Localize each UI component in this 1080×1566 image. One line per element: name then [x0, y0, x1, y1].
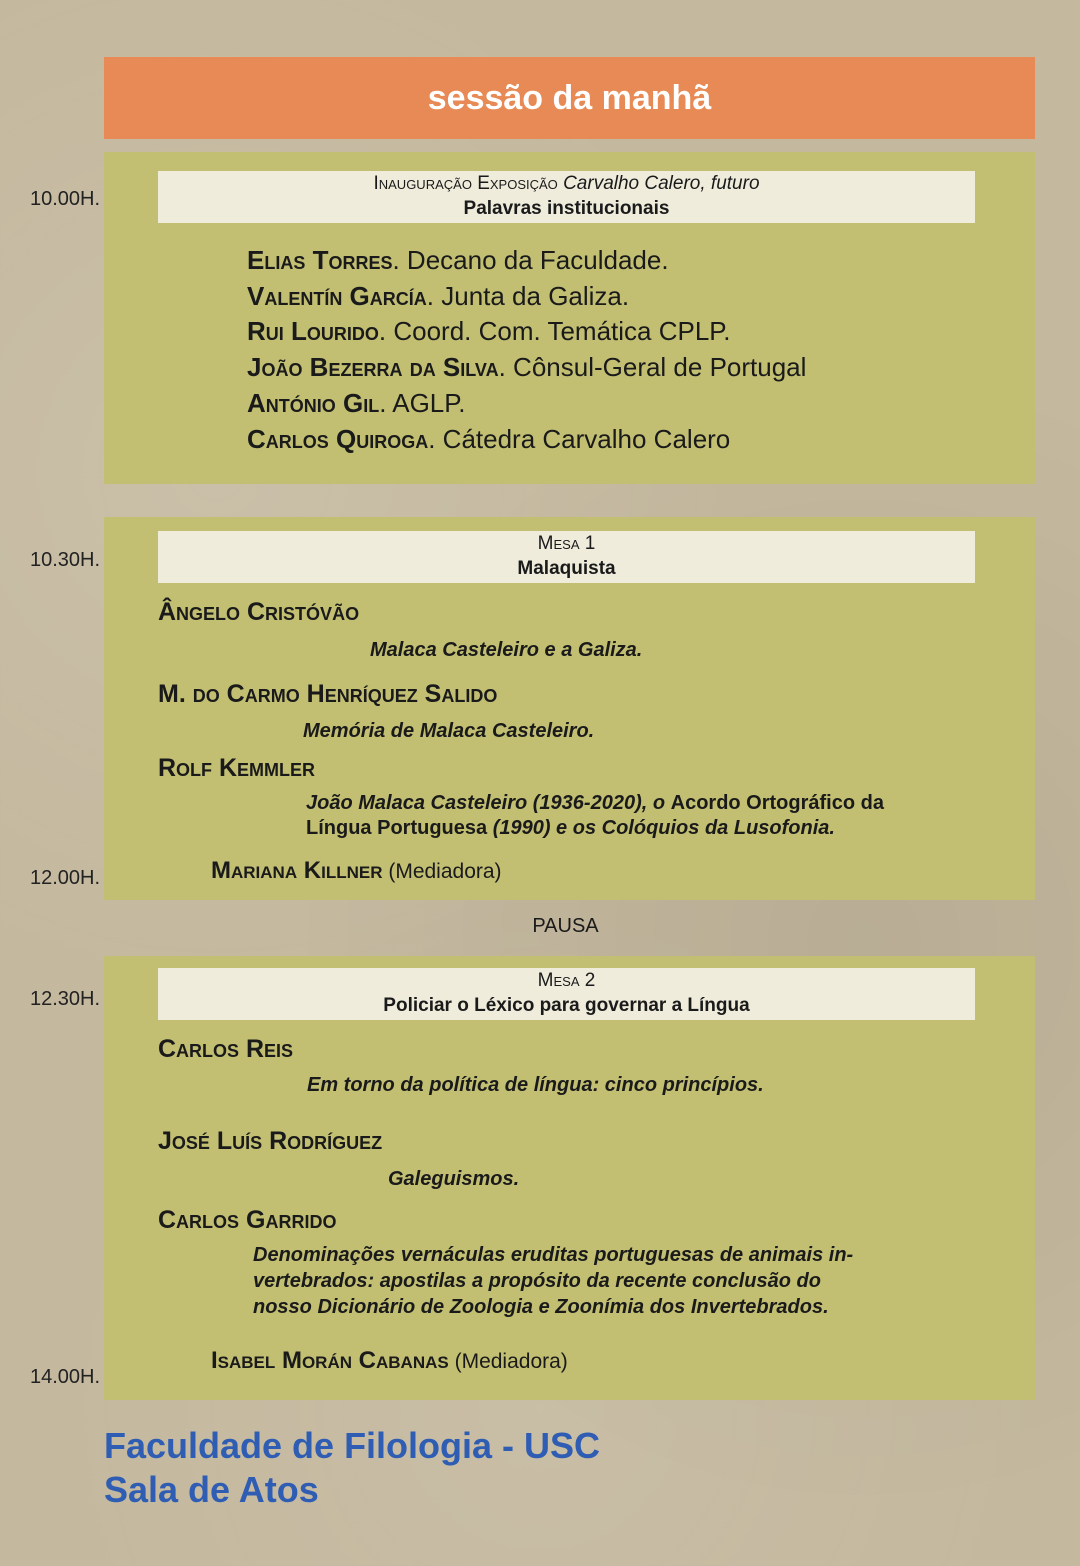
speaker-item: Valentín García. Junta da Galiza. — [247, 280, 630, 311]
moderator: Isabel Morán Cabanas (Mediadora) — [211, 1347, 568, 1374]
talk-title: Galeguismos. — [388, 1168, 520, 1190]
speaker-item: João Bezerra da Silva. Cônsul-Geral de Portugal — [247, 352, 807, 383]
speaker-name: Rolf Kemmler — [158, 754, 316, 782]
speaker-name: Carlos Reis — [158, 1035, 294, 1063]
section-bar-opening — [158, 171, 975, 223]
speaker-item: António Gil. AGLP. — [247, 387, 466, 418]
moderator: Mariana Killner (Mediadora) — [211, 857, 502, 884]
venue-line1: Faculdade de Filologia - USC — [104, 1425, 601, 1466]
time-label: 10.00H. — [30, 188, 101, 210]
panel-mesa-2 — [104, 956, 1035, 1400]
time-label: 10.30H. — [30, 549, 101, 571]
talk-title: João Malaca Casteleiro (1936-2020), o Acordo Ortográfico da Língua Portuguesa (1990) e os Colóquios da Lusofonia. — [306, 792, 884, 839]
bar-line1: Inauguração Exposição Carvalho Calero, futuro — [373, 173, 760, 194]
speaker-item: Carlos Quiroga. Cátedra Carvalho Calero — [247, 423, 731, 454]
pause-label: PAUSA — [532, 915, 599, 937]
speaker-item: Rui Lourido. Coord. Com. Temática CPLP. — [247, 316, 731, 347]
bar-line2: Malaquista — [517, 558, 616, 579]
speaker-list — [247, 243, 806, 457]
session-header: sessão da manhã — [104, 57, 1035, 139]
speaker-item: Elias Torres. Decano da Faculdade. — [247, 245, 669, 275]
speaker-name: Ângelo Cristóvão — [158, 598, 360, 626]
speaker-name: M. do Carmo Henríquez Salido — [158, 680, 498, 708]
venue-line2: Sala de Atos — [104, 1469, 319, 1510]
bar-line1: Mesa 1 — [537, 533, 596, 554]
talk-title: Em torno da política de língua: cinco princípios. — [307, 1074, 764, 1096]
bar-line2: Palavras institucionais — [463, 198, 670, 219]
section-bar-mesa-2 — [158, 968, 975, 1020]
bar-line1: Mesa 2 — [537, 970, 596, 991]
talk-title: Memória de Malaca Casteleiro. — [303, 720, 595, 742]
speaker-name: Carlos Garrido — [158, 1206, 337, 1234]
bar-line2: Policiar o Léxico para governar a Língua — [383, 995, 750, 1016]
talk-title: Denominações vernáculas eruditas portuguesas de animais in- vertebrados: apostilas a propósito da recente conclusão do nosso Dicionário de Zoologia e Zoonímia dos Invertebrados. — [253, 1244, 854, 1318]
section-bar-mesa-1 — [158, 531, 975, 583]
time-label: 12.00H. — [30, 867, 101, 889]
time-label: 14.00H. — [30, 1366, 101, 1388]
speaker-name: José Luís Rodríguez — [158, 1127, 383, 1155]
talk-title: Malaca Casteleiro e a Galiza. — [370, 639, 643, 661]
time-label: 12.30H. — [30, 988, 101, 1010]
venue — [104, 1424, 600, 1512]
